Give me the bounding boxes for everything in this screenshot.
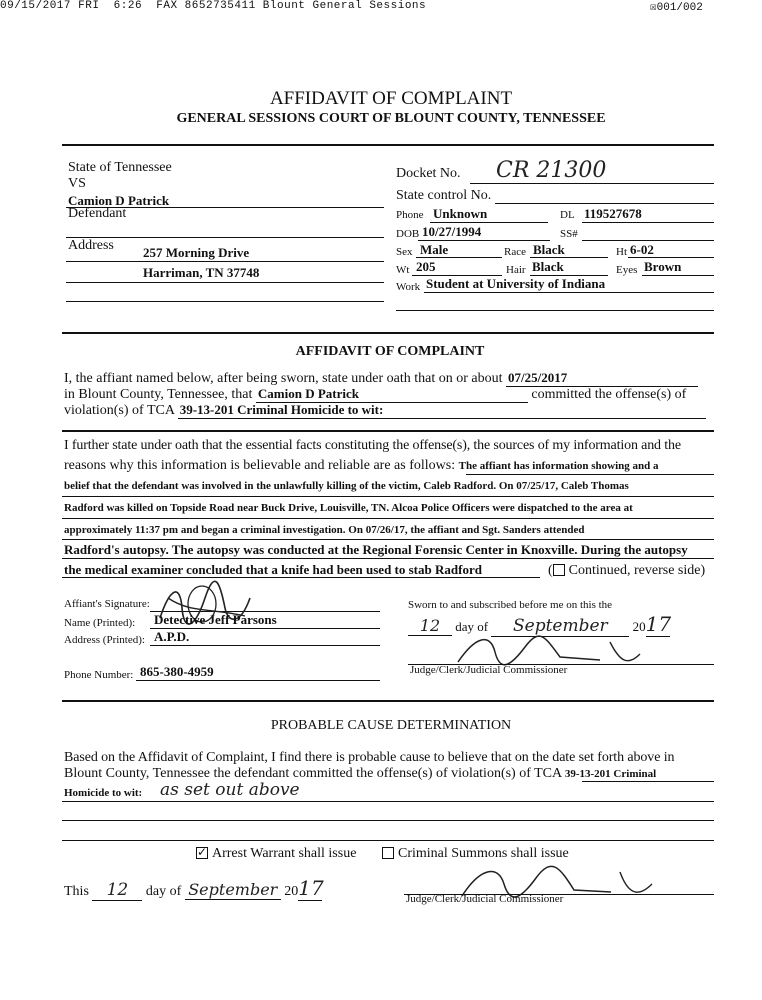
dob-value: 10/27/1994 xyxy=(422,224,482,239)
facts-line1: I further state under oath that the essential facts constituting the offense(s), the sources of my information and the xyxy=(64,438,681,453)
affidavit-line2-text: in Blount County, Tennessee, that xyxy=(64,387,253,402)
arrest-warrant-label: Arrest Warrant shall issue xyxy=(212,846,357,861)
work-line xyxy=(424,292,714,293)
fax-header xyxy=(0,0,426,12)
facts-line2-value: The affiant has information showing and a xyxy=(458,460,659,472)
defendant-name: Camion D Patrick xyxy=(68,193,170,208)
state-label: State of Tennessee xyxy=(68,160,172,175)
work-line2 xyxy=(396,310,714,311)
wt-value: 205 xyxy=(416,259,436,274)
facts-line5-rule xyxy=(62,539,714,540)
address-line3-rule xyxy=(66,301,384,302)
sex-line xyxy=(416,257,502,258)
affidavit-line3 xyxy=(64,402,706,419)
pc-line2-value: 39-13-201 Criminal xyxy=(564,768,657,780)
pc-day-of: day of xyxy=(145,884,182,899)
facts-line2-text: reasons why this information is believable and reliable are as follows: xyxy=(64,458,456,473)
facts-line4-rule xyxy=(62,518,714,519)
section-rule-1 xyxy=(62,332,714,334)
affiant-phone-label: Phone Number: xyxy=(64,669,134,681)
hair-value: Black xyxy=(532,259,564,274)
pc-blank-rule-2 xyxy=(62,840,714,841)
docket-value: CR 21300 xyxy=(496,158,607,183)
facts-line2-rule xyxy=(466,474,714,475)
affidavit-tca: 39-13-201 Criminal Homicide to wit: xyxy=(178,402,706,419)
top-rule xyxy=(62,144,714,146)
affidavit-line2-suffix: committed the offense(s) of xyxy=(531,387,687,402)
ht-label: Ht xyxy=(616,246,627,258)
pc-year-prefix: 20 xyxy=(284,884,299,899)
affidavit-heading: AFFIDAVIT OF COMPLAINT xyxy=(295,344,485,359)
facts-line7-rule xyxy=(62,577,540,578)
fax-sender: Blount General Sessions xyxy=(262,0,427,12)
affiant-address-line xyxy=(150,645,380,646)
criminal-summons-label: Criminal Summons shall issue xyxy=(398,846,569,861)
pc-line2 xyxy=(64,766,656,782)
work-label: Work xyxy=(396,281,421,293)
vs-label: VS xyxy=(68,176,86,191)
sex-label: Sex xyxy=(396,246,413,258)
address-line1: 257 Morning Drive xyxy=(143,245,250,260)
section-rule-2 xyxy=(62,430,714,432)
dl-label: DL xyxy=(560,209,575,221)
affidavit-date: 07/25/2017 xyxy=(506,370,698,387)
criminal-summons-checkbox[interactable] xyxy=(382,847,394,859)
pc-judge-label: Judge/Clerk/Judicial Commissioner xyxy=(406,893,564,905)
sworn-day: 12 xyxy=(408,616,452,636)
arrest-warrant-option[interactable] xyxy=(196,846,356,862)
pc-line1: Based on the Affidavit of Complaint, I find there is probable cause to believe that on the date set forth above in xyxy=(64,750,675,765)
affiant-phone-value: 865-380-4959 xyxy=(140,664,214,679)
sworn-judge-label: Judge/Clerk/Judicial Commissioner xyxy=(410,664,568,676)
fax-label: FAX xyxy=(156,0,178,12)
fax-time: 6:26 xyxy=(113,0,143,12)
fax-day: FRI xyxy=(78,0,100,12)
dl-value: 119527678 xyxy=(584,206,642,221)
sworn-month: September xyxy=(491,616,629,637)
facts-line5: approximately 11:37 pm and began a criminal investigation. On 07/26/17, the affiant and Sgt. Sanders attended xyxy=(64,524,585,536)
address-line2-rule xyxy=(66,282,384,283)
affidavit-line1-text: I, the affiant named below, after being sworn, state under oath that on or about xyxy=(64,371,503,386)
race-line xyxy=(530,257,608,258)
probable-cause-heading: PROBABLE CAUSE DETERMINATION xyxy=(270,718,512,733)
affiant-name-value: Detective Jeff Parsons xyxy=(154,612,277,627)
arrest-warrant-checkbox[interactable]: ✓ xyxy=(197,844,208,859)
defendant-label: Defendant xyxy=(68,206,127,221)
facts-line3: belief that the defendant was involved in the unlawfully killing of the victim, Caleb Radford. On 07/25/17, Caleb Thomas xyxy=(64,480,629,492)
docket-label: Docket No. xyxy=(396,166,461,181)
eyes-label: Eyes xyxy=(616,264,638,276)
pc-month: September xyxy=(185,880,281,900)
hair-label: Hair xyxy=(506,264,526,276)
pc-day: 12 xyxy=(92,880,142,901)
affidavit-line2 xyxy=(64,386,686,403)
pc-line3-value: as set out above xyxy=(160,780,300,800)
pc-year: 17 xyxy=(298,876,324,900)
ht-line xyxy=(628,257,714,258)
section-rule-3 xyxy=(62,700,714,702)
dob-label: DOB xyxy=(396,228,420,240)
address-label: Address xyxy=(68,238,114,253)
pc-line3-rule xyxy=(62,801,714,802)
court-name: GENERAL SESSIONS COURT OF BLOUNT COUNTY, TENNESSEE xyxy=(176,111,606,126)
facts-line7: the medical examiner concluded that a knife had been used to stab Radford xyxy=(64,562,482,577)
criminal-summons-option[interactable] xyxy=(382,846,569,862)
facts-line4: Radford was killed on Topside Road near Buck Drive, Louisville, TN. Alcoa Police Officers were dispatched to the area at xyxy=(64,502,633,514)
affiant-address-label: Address (Printed): xyxy=(64,634,145,646)
affidavit-defendant: Camion D Patrick xyxy=(256,386,528,403)
address-line1-rule xyxy=(66,261,384,262)
pc-line2-text: Blount County, Tennessee the defendant committed the offense(s) of violation(s) of TCA xyxy=(64,766,562,781)
dob-line xyxy=(418,240,550,241)
affidavit-line3-text: violation(s) of TCA xyxy=(64,403,175,418)
affiant-signature-label: Affiant's Signature: xyxy=(64,598,150,610)
phone-label: Phone xyxy=(396,209,424,221)
affidavit-line1 xyxy=(64,370,698,387)
sworn-year-prefix: 20 xyxy=(632,619,646,634)
eyes-line xyxy=(642,275,714,276)
page-title: AFFIDAVIT OF COMPLAINT xyxy=(269,88,513,109)
phone-line xyxy=(430,222,548,223)
fax-number: 8652735411 xyxy=(184,0,256,12)
affiant-address-value: A.P.D. xyxy=(154,629,190,644)
sex-value: Male xyxy=(420,242,449,257)
facts-line2 xyxy=(64,458,659,474)
race-label: Race xyxy=(504,246,526,258)
pc-blank-rule-1 xyxy=(62,820,714,821)
sworn-year: 17 xyxy=(645,612,672,636)
ss-line xyxy=(582,240,714,241)
facts-line6-rule xyxy=(62,558,714,559)
pc-line2-rule xyxy=(582,781,714,782)
continued-checkbox[interactable] xyxy=(553,564,565,576)
fax-page: ☒001/002 xyxy=(650,2,703,14)
race-value: Black xyxy=(533,242,565,257)
pc-date-line xyxy=(64,876,322,901)
pc-this: This xyxy=(64,884,89,899)
affiant-name-label: Name (Printed): xyxy=(64,617,136,629)
ht-value: 6-02 xyxy=(630,242,654,257)
work-value: Student at University of Indiana xyxy=(426,276,606,291)
continued-text: Continued, reverse side) xyxy=(568,563,706,578)
sworn-day-of: day of xyxy=(455,619,489,634)
wt-label: Wt xyxy=(396,264,410,276)
fax-date: 09/15/2017 xyxy=(0,0,72,12)
continued-note: ( Continued, reverse side) xyxy=(548,563,706,578)
facts-line3-rule xyxy=(62,496,714,497)
sworn-text: Sworn to and subscribed before me on this the xyxy=(408,599,613,611)
facts-line6: Radford's autopsy. The autopsy was conducted at the Regional Forensic Center in Knoxville. During the autopsy xyxy=(64,542,688,557)
address-line2: Harriman, TN 37748 xyxy=(143,265,260,280)
state-control-label: State control No. xyxy=(396,188,492,203)
eyes-value: Brown xyxy=(644,259,682,274)
phone-value: Unknown xyxy=(433,206,488,221)
pc-line3-label: Homicide to wit: xyxy=(64,787,143,799)
dl-line xyxy=(582,222,714,223)
affiant-phone-line xyxy=(136,680,380,681)
state-control-line xyxy=(495,203,714,204)
ss-label: SS# xyxy=(560,228,578,240)
docket-line xyxy=(470,183,714,184)
